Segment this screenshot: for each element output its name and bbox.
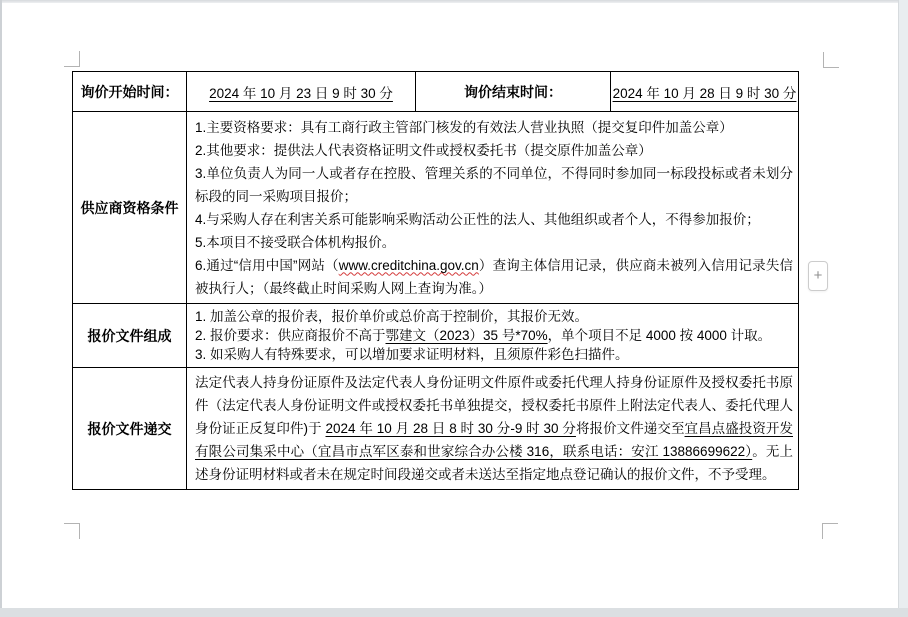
quotation-documents-label: 报价文件组成 [73,304,187,368]
inquiry-end-time-value [611,72,799,112]
text-run: 5.本项目不接受联合体机构报价。 [195,234,396,250]
paragraph [195,326,793,345]
paragraph [195,307,793,326]
inquiry-start-time-value [187,72,416,112]
window-edge-bottom [0,608,908,617]
spellcheck-flagged-text: www.creditchina.gov.cn [338,257,479,273]
inquiry-end-time-label: 询价结束时间： [416,72,611,112]
quotation-documents-content [187,304,799,368]
supplier-qualification-label: 供应商资格条件 [73,112,187,304]
quotation-submission-label: 报价文件递交 [73,368,187,490]
text-run: 1. 加盖公章的报价表，报价单价或总价高于控制价，其报价无效。 [195,309,589,324]
table-row [73,368,799,490]
text-run: 。无上述身份证明材料或者未在规定时间段递交或者未送达至指定地点登记确认的报价文件，不予受理。 [195,444,794,482]
inquiry-table [72,71,799,490]
inquiry-start-time-label: 询价开始时间： [73,72,187,112]
table-row [73,72,799,112]
insert-plus-button[interactable]: + [808,261,828,291]
underlined-text: 鄂建文（2023）35 号*70% [385,328,548,343]
text-run: 4.与采购人存在利害关系可能影响采购活动公正性的法人、其他组织或者个人，不得参加报价； [195,211,760,227]
margin-mark-bottom-right [822,523,838,539]
underlined-text: 2024 年 10 月 28 日 8 时 30 分-9 时 30 分 [325,421,576,436]
paragraph [195,231,793,254]
paragraph [195,345,793,364]
document-page [2,3,897,608]
table-row [73,304,799,368]
inquiry-end-time-text: 2024 年 10 月 28 日 9 时 30 分 [612,85,797,101]
quotation-submission-content [187,368,799,490]
margin-mark-top-left [64,51,80,67]
margin-mark-top-right [823,52,839,68]
paragraph [195,371,793,486]
text-run: 1.主要资格要求：具有工商行政主管部门核发的有效法人营业执照（提交复印件加盖公章） [195,119,733,135]
text-run: ，单个项目不足 4000 按 4000 计取。 [547,328,772,343]
table-row [73,112,799,304]
paragraph [195,162,793,208]
text-run: 6.通过“信用中国”网站（ [195,257,339,273]
text-run: 2.其他要求：提供法人代表资格证明文件或授权委托书（提交原件加盖公章） [195,142,652,158]
text-run: 法定代表人持身份证原件及法定代表人身份证明文件原件或委托代理人持身份证原件及授权委托书原件（法定代表人身份证明文件或授权委托书单独提交，授权委托书原件上附法定代表人、委托代理人身份证正反复印件)于 [195,375,793,436]
window-edge-top [0,0,908,3]
paragraph [195,116,793,139]
text-run: 3.单位负责人为同一人或者存在控股、管理关系的不同单位，不得同时参加同一标段投标或者未划分标段的同一采购项目报价； [195,165,793,204]
paragraph [195,139,793,162]
paragraph [195,254,793,300]
text-run: ）查询主体信用记录，供应商未被列入信用记录失信被执行人；（最终截止时间采购人网上查询为准。） [195,257,794,296]
underlined-text: 宜昌点盛投资开发有限公司集采中心（宜昌市点军区泰和世家综合办公楼 316，联系电话：安江 13886699622） [195,421,794,459]
inquiry-start-time-text: 2024 年 10 月 23 日 9 时 30 分 [209,85,393,101]
margin-mark-bottom-left [64,523,80,539]
window-edge-left [0,0,2,617]
window-edge-right[interactable] [898,0,908,617]
supplier-qualification-content [187,112,799,304]
paragraph [195,208,793,231]
text-run: 2. 报价要求：供应商报价不高于 [195,328,386,343]
text-run: 3. 如采购人有特殊要求，可以增加要求证明材料，且须原件彩色扫描件。 [195,347,629,362]
text-run: 将报价文件递交至 [575,421,685,436]
